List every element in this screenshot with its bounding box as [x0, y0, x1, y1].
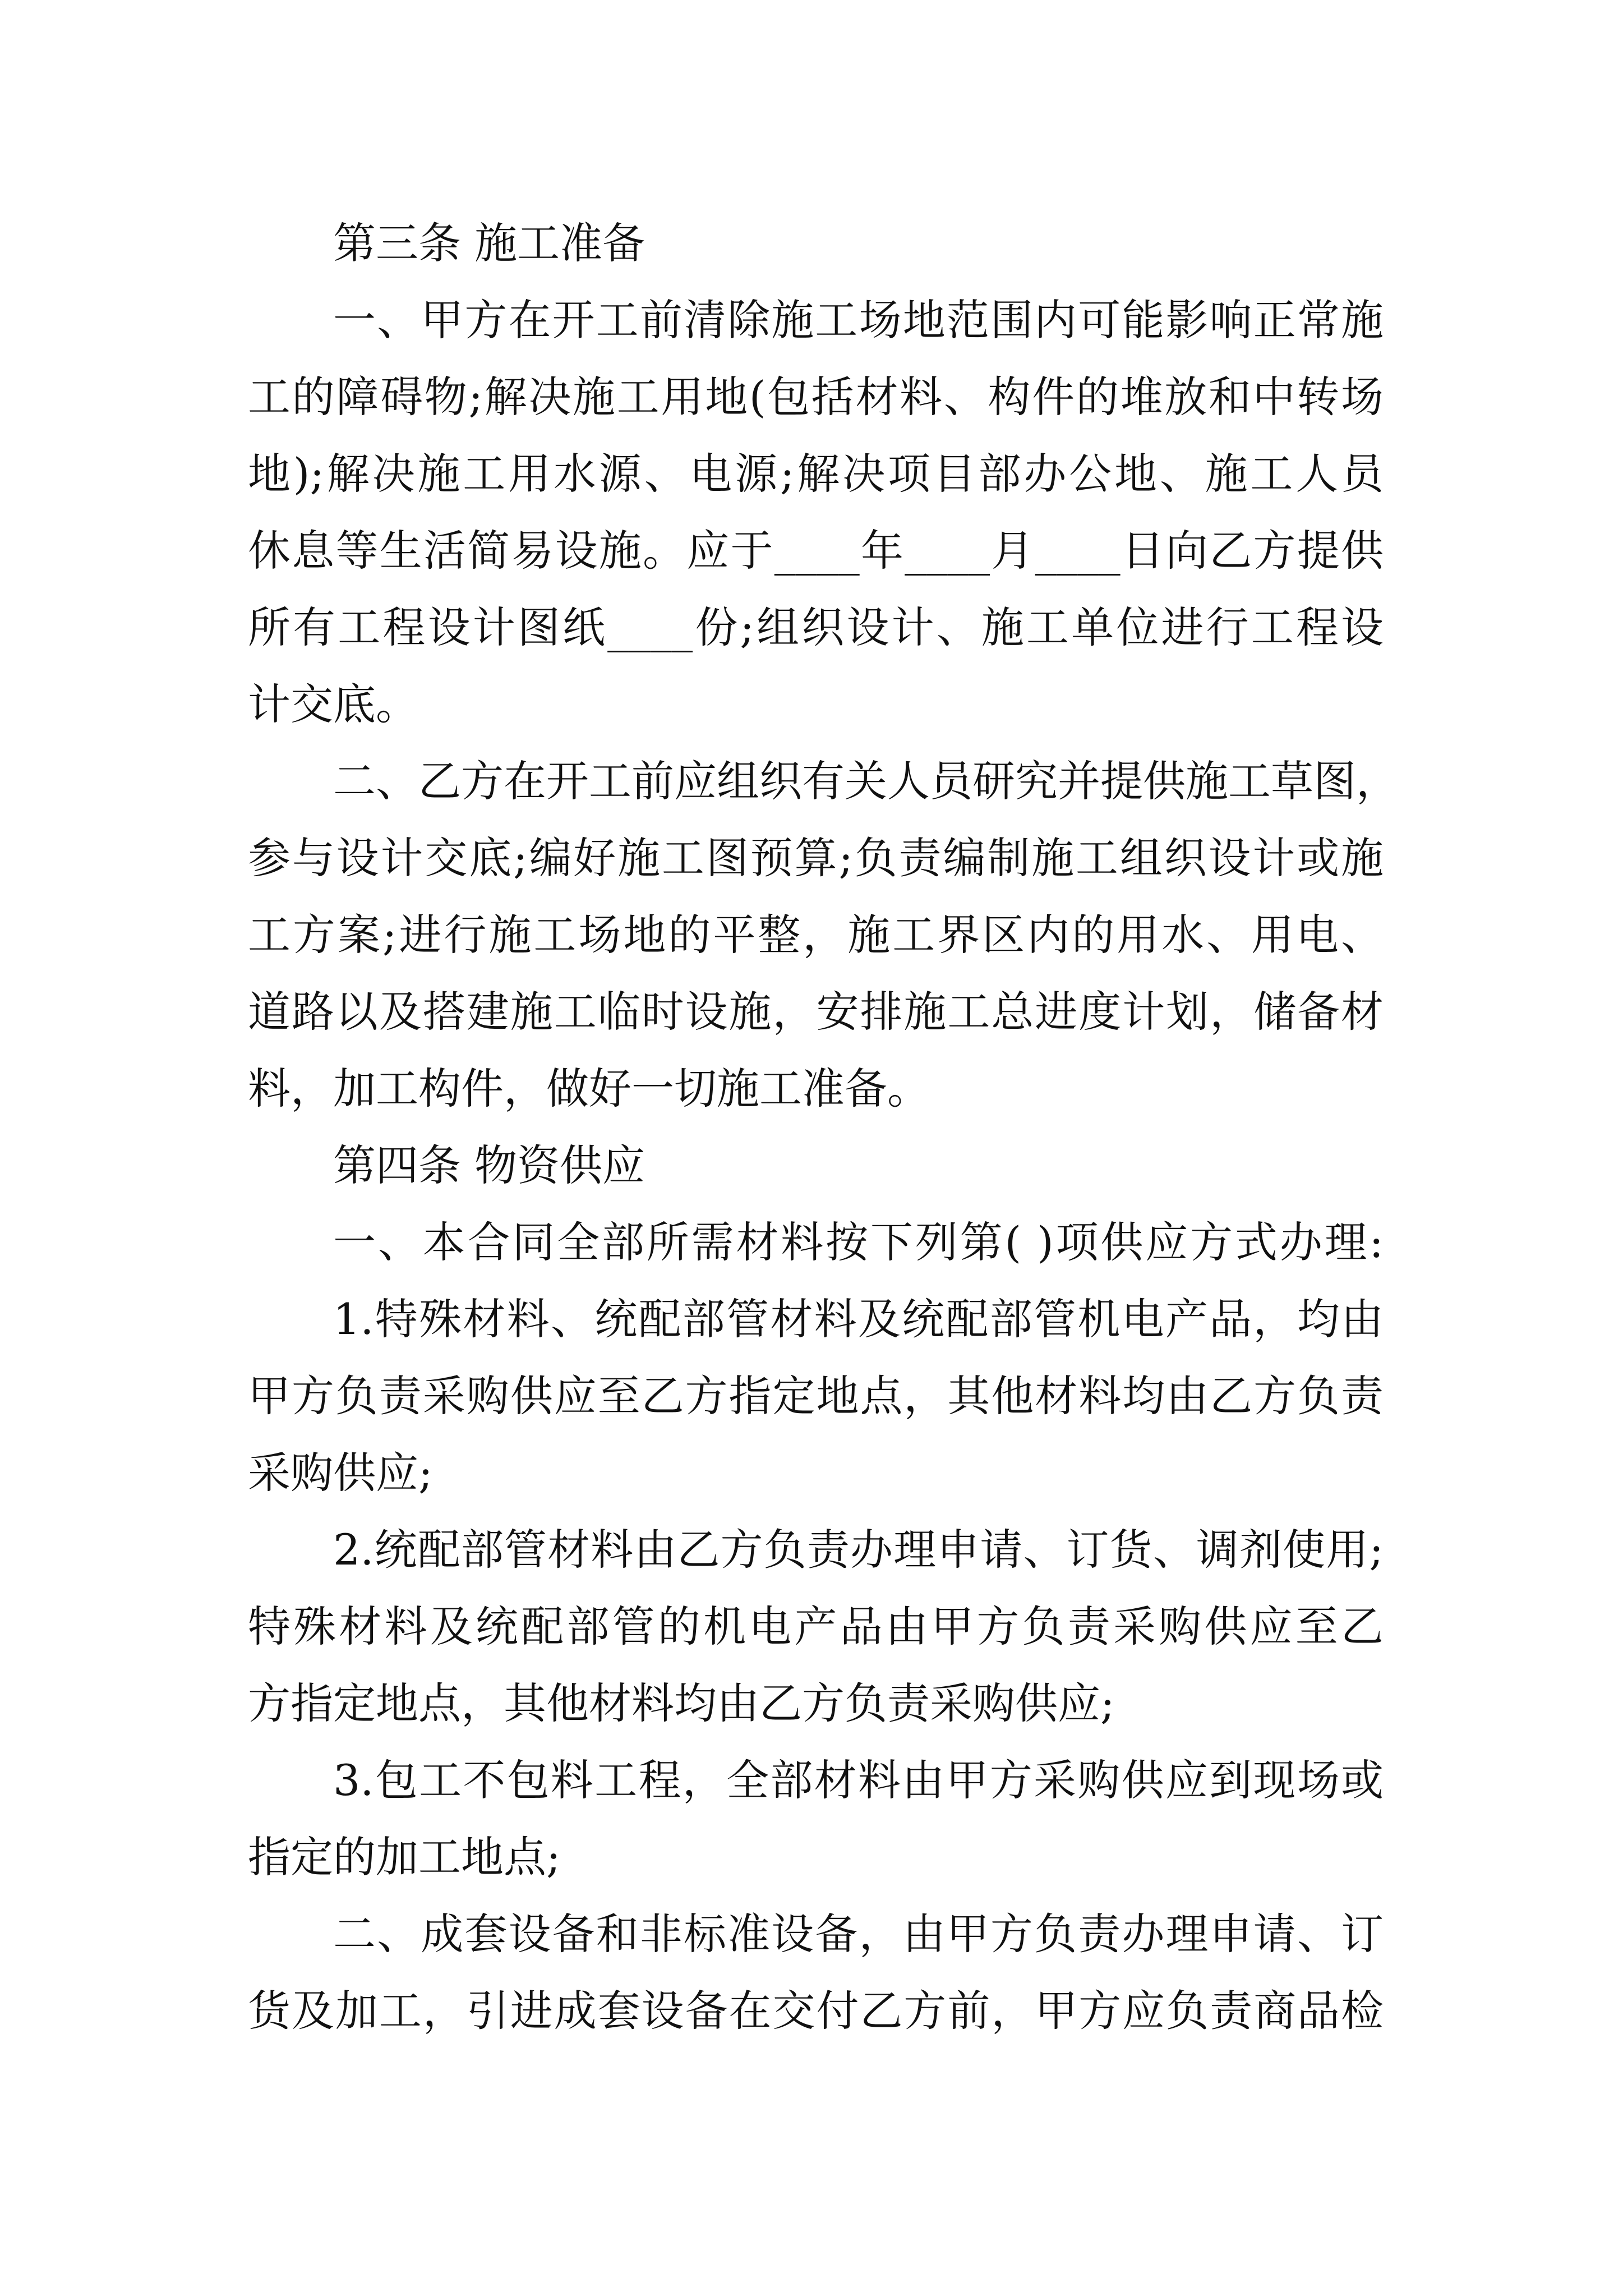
text-line: 休息等生活简易设施。应于____年____月____日向乙方提供 [248, 526, 1384, 576]
text-line: 道路以及搭建施工临时设施，安排施工总进度计划，储备材 [248, 987, 1384, 1037]
text-line: 特殊材料及统配部管的机电产品由甲方负责采购供应至乙 [248, 1602, 1384, 1651]
document-body [248, 205, 1399, 2049]
text-line: 所有工程设计图纸____份;组织设计、施工单位进行工程设 [248, 602, 1384, 652]
text-line: 地);解决施工用水源、电源;解决项目部办公地、施工人员 [248, 449, 1384, 499]
text-line: 方指定地点，其他材料均由乙方负责采购供应; [248, 1678, 1115, 1728]
text-line: 指定的加工地点; [248, 1832, 561, 1882]
text-line: 一、甲方在开工前清除施工场地范围内可能影响正常施 [333, 295, 1384, 345]
text-line: 采购供应; [248, 1448, 433, 1498]
text-line: 二、成套设备和非标准设备，由甲方负责办理申请、订 [333, 1909, 1384, 1959]
text-line: 工方案;进行施工场地的平整，施工界区内的用水、用电、 [248, 910, 1384, 960]
text-line: 一、本合同全部所需材料按下列第( )项供应方式办理: [333, 1217, 1384, 1267]
text-line: 计交底。 [248, 679, 418, 729]
text-line: 甲方负责采购供应至乙方指定地点，其他材料均由乙方负责 [248, 1371, 1384, 1421]
text-line: 2.统配部管材料由乙方负责办理申请、订货、调剂使用; [333, 1525, 1384, 1575]
text-line: 参与设计交底;编好施工图预算;负责编制施工组织设计或施 [248, 833, 1384, 883]
text-line: 二、乙方在开工前应组织有关人员研究并提供施工草图， [333, 756, 1399, 806]
text-line: 第四条 物资供应 [333, 1140, 645, 1190]
text-line: 1.特殊材料、统配部管材料及统配部管机电产品，均由 [333, 1294, 1384, 1344]
text-line: 3.包工不包料工程，全部材料由甲方采购供应到现场或 [333, 1755, 1384, 1805]
text-line: 工的障碍物;解决施工用地(包括材料、构件的堆放和中转场 [248, 372, 1384, 422]
text-line: 货及加工，引进成套设备在交付乙方前，甲方应负责商品检 [248, 1986, 1384, 2036]
text-line: 第三条 施工准备 [333, 218, 645, 268]
text-line: 料，加工构件，做好一切施工准备。 [248, 1064, 930, 1114]
